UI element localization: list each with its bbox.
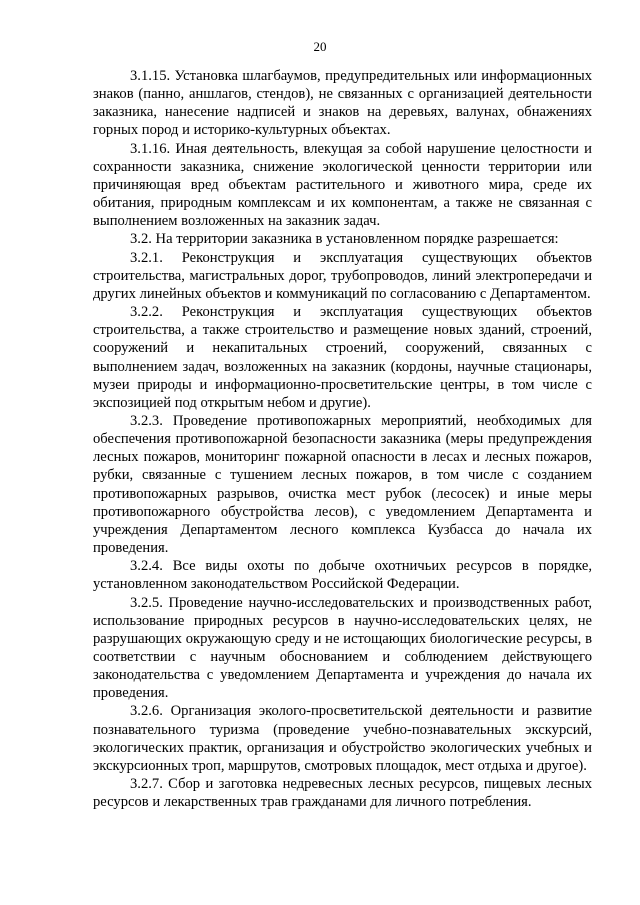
paragraph-3-2-7: 3.2.7. Сбор и заготовка недревесных лесных ресурсов, пищевых лесных ресурсов и лекарственных трав гражданами для личного потребления. [93, 776, 592, 811]
paragraph-3-2-5: 3.2.5. Проведение научно-исследовательских и производственных работ, использование природных ресурсов в научно-исследовательских целях, не разрушающих окружающую среду и не истощающих биологические ресурсы, в соответствии с научным обоснованием и соблюдением действующего законодательства с уведомлением Департамента и учреждения до начала их проведения. [93, 594, 592, 702]
paragraph-3-1-16: 3.1.16. Иная деятельность, влекущая за собой нарушение целостности и сохранности заказника, снижение экологической ценности территории или причиняющая вред объектам растительного и животного мира, среде их обитания, природным комплексам и их компонентам, а также не связанная с выполнением возложенных на заказник задач. [93, 140, 592, 230]
paragraph-3-2: 3.2. На территории заказника в установленном порядке разрешается: [130, 231, 559, 248]
document-body [93, 67, 592, 811]
paragraph-3-2-2: 3.2.2. Реконструкция и эксплуатация существующих объектов строительства, а также строительство и размещение новых зданий, строений, сооружений и некапитальных строений, сооружений, связанных с выполнением задач, возложенных на заказник (кордоны, научные стационары, музеи природы и информационно-просветительские центры, в том числе с экспозицией под открытым небом и другие). [93, 304, 592, 411]
paragraph-3-2-6: 3.2.6. Организация эколого-просветительской деятельности и развитие познавательного туризма (проведение учебно-познавательных экскурсий, экологических практик, организация и обустройство экологических учебных и экскурсионных троп, маршрутов, смотровых площадок, мест отдыха и другое). [93, 703, 592, 774]
paragraph-3-2-4: 3.2.4. Все виды охоты по добыче охотничьих ресурсов в порядке, установленном законодательством Российской Федерации. [93, 558, 592, 593]
paragraph-3-2-3: 3.2.3. Проведение противопожарных мероприятий, необходимых для обеспечения противопожарной безопасности заказника (меры предупреждения лесных пожаров, мониторинг пожарной опасности в лесах и лесных пожаров, рубки, связанные с тушением лесных пожаров, в том числе с созданием противопожарных разрывов, очистка мест рубок (лесосек) и иные меры противопожарного обустройства лесов), с уведомлением Департамента и учреждения Департаментом лесного комплекса Кузбасса до начала их проведения. [93, 412, 592, 557]
paragraph-3-1-15: 3.1.15. Установка шлагбаумов, предупредительных или информационных знаков (панно, аншлагов, стендов), не связанных с организацией деятельности заказника, нанесение надписей и знаков на деревьях, валунах, обнажениях горных пород и историко-культурных объектах. [93, 68, 592, 139]
page-number: 20 [313, 39, 327, 54]
paragraph-3-2-1: 3.2.1. Реконструкция и эксплуатация существующих объектов строительства, магистральных дорог, трубопроводов, линий электропередачи и других линейных объектов и коммуникаций по согласованию с Департаментом. [93, 249, 592, 302]
